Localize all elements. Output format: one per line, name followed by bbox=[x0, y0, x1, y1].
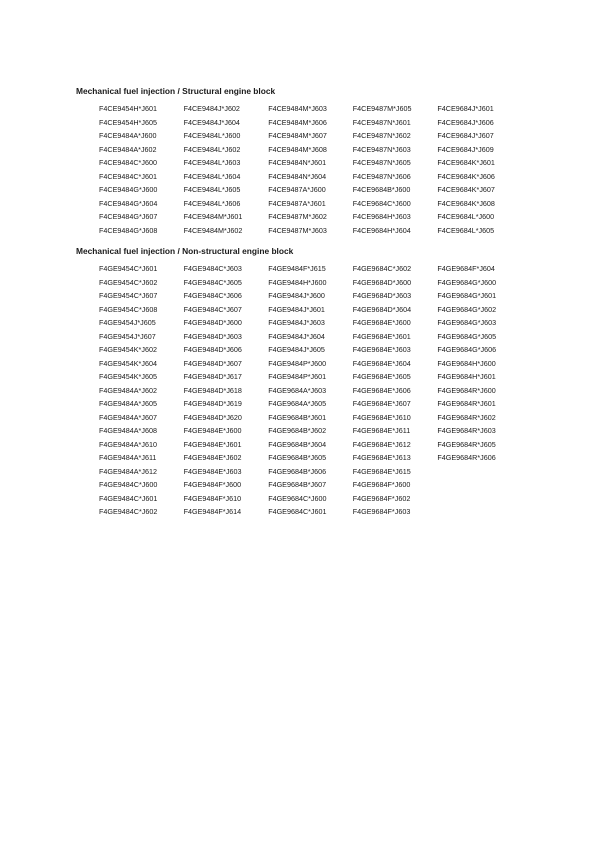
engine-code: F4CE9487N*J602 bbox=[352, 131, 411, 140]
engine-code: F4GE9454C*J607 bbox=[99, 291, 158, 300]
engine-code: F4CE9487M*J602 bbox=[268, 212, 327, 221]
engine-code: F4GE9454K*J605 bbox=[99, 372, 157, 381]
engine-code: F4GE9684E*J603 bbox=[352, 345, 411, 354]
engine-code: F4CE9484N*J601 bbox=[268, 158, 327, 167]
engine-code: F4GE9684E*J607 bbox=[352, 399, 411, 408]
engine-code: F4GE9684R*J601 bbox=[437, 399, 496, 408]
engine-code: F4GE9684G*J600 bbox=[437, 277, 497, 287]
engine-code: F4GE9484A*J612 bbox=[99, 466, 157, 476]
engine-code: F4GE9484A*J607 bbox=[99, 412, 157, 422]
engine-code: F4GE9684B*J604 bbox=[268, 439, 327, 449]
engine-code: F4CE9487N*J601 bbox=[352, 117, 411, 127]
engine-code: F4GE9684G*J602 bbox=[437, 304, 497, 314]
engine-code: F4GE9684G*J601 bbox=[437, 291, 497, 300]
engine-code: F4GE9684D*J603 bbox=[352, 291, 412, 300]
engine-code: F4GE9684B*J606 bbox=[268, 466, 327, 476]
engine-code: F4GE9684D*J604 bbox=[352, 304, 412, 314]
engine-code: F4CE9487N*J603 bbox=[352, 144, 411, 154]
engine-code: F4GE9454C*J601 bbox=[99, 264, 158, 273]
engine-code: F4CE9684C*J600 bbox=[352, 198, 411, 208]
engine-code: F4GE9454K*J604 bbox=[99, 358, 157, 368]
engine-code: F4CE9487N*J605 bbox=[352, 158, 411, 167]
engine-code: F4GE9484D*J600 bbox=[183, 318, 242, 327]
engine-code: F4GE9684R*J602 bbox=[437, 412, 496, 422]
engine-code: F4GE9484C*J606 bbox=[183, 291, 242, 300]
engine-code: F4GE9684A*J605 bbox=[268, 399, 327, 408]
engine-code: F4GE9484A*J605 bbox=[99, 399, 157, 408]
engine-code: F4CE9484G*J607 bbox=[99, 212, 158, 221]
engine-code: F4GE9684B*J602 bbox=[268, 426, 327, 435]
engine-code: F4CE9484G*J600 bbox=[99, 185, 158, 194]
engine-code: F4GE9454C*J602 bbox=[99, 277, 158, 287]
engine-code: F4GE9484E*J603 bbox=[183, 466, 242, 476]
engine-code: F4CE9484G*J604 bbox=[99, 198, 158, 208]
engine-code: F4GE9684E*J615 bbox=[352, 466, 411, 476]
engine-code: F4GE9684E*J601 bbox=[352, 331, 411, 341]
engine-code: F4GE9684B*J605 bbox=[268, 453, 327, 462]
engine-code: F4CE9684B*J600 bbox=[352, 185, 411, 194]
engine-code: F4GE9684G*J603 bbox=[437, 318, 497, 327]
engine-code: F4CE9454H*J601 bbox=[99, 104, 157, 113]
engine-code: F4GE9484C*J602 bbox=[99, 507, 158, 516]
engine-code: F4CE9484L*J603 bbox=[183, 158, 241, 167]
engine-code: F4GE9484H*J600 bbox=[268, 277, 327, 287]
engine-code: F4CE9684L*J605 bbox=[437, 225, 495, 235]
engine-code: F4CE9487A*J600 bbox=[268, 185, 326, 194]
engine-code: F4GE9684E*J600 bbox=[352, 318, 411, 327]
engine-code: F4GE9484F*J615 bbox=[268, 264, 326, 273]
engine-code: F4CE9484M*J606 bbox=[268, 117, 327, 127]
engine-code: F4CE9484L*J604 bbox=[183, 171, 241, 181]
engine-code: F4GE9484C*J607 bbox=[183, 304, 242, 314]
engine-code: F4GE9484J*J605 bbox=[268, 345, 325, 354]
engine-code: F4GE9684C*J602 bbox=[352, 264, 412, 273]
engine-code: F4GE9484J*J603 bbox=[268, 318, 325, 327]
engine-code: F4CE9484M*J608 bbox=[268, 144, 327, 154]
engine-code: F4CE9487M*J603 bbox=[268, 225, 327, 235]
engine-code: F4GE9684C*J601 bbox=[268, 507, 327, 516]
engine-code: F4CE9684K*J608 bbox=[437, 198, 495, 208]
engine-code: F4GE9454J*J605 bbox=[99, 318, 156, 327]
engine-code: F4CE9684K*J606 bbox=[437, 171, 495, 181]
engine-code: F4GE9684H*J600 bbox=[437, 358, 496, 368]
engine-code: F4GE9684G*J605 bbox=[437, 331, 497, 341]
engine-code: F4CE9484J*J604 bbox=[183, 117, 240, 127]
engine-code: F4GE9684R*J603 bbox=[437, 426, 496, 435]
engine-code: F4GE9484J*J604 bbox=[268, 331, 325, 341]
engine-code: F4CE9684J*J606 bbox=[437, 117, 494, 127]
engine-code: F4CE9484C*J601 bbox=[99, 171, 157, 181]
engine-code: F4GE9484A*J611 bbox=[99, 453, 157, 462]
engine-code: F4GE9684G*J606 bbox=[437, 345, 497, 354]
engine-code: F4GE9484F*J614 bbox=[183, 507, 242, 516]
engine-code: F4GE9684A*J603 bbox=[268, 385, 327, 395]
engine-code: F4CE9484N*J604 bbox=[268, 171, 327, 181]
engine-code: F4CE9684J*J609 bbox=[437, 144, 494, 154]
engine-code: F4GE9684F*J603 bbox=[352, 507, 411, 516]
engine-code: F4CE9684H*J603 bbox=[352, 212, 411, 221]
engine-code: F4GE9484P*J600 bbox=[268, 358, 327, 368]
engine-code: F4GE9684E*J612 bbox=[352, 439, 411, 449]
engine-code: F4GE9484E*J602 bbox=[183, 453, 242, 462]
engine-code: F4GE9484D*J603 bbox=[183, 331, 242, 341]
engine-code: F4GE9684B*J601 bbox=[268, 412, 327, 422]
engine-code-list bbox=[99, 262, 556, 519]
engine-code: F4CE9484M*J603 bbox=[268, 104, 327, 113]
section-title: Mechanical fuel injection / Non-structural engine block bbox=[76, 246, 294, 256]
engine-code: F4GE9454K*J602 bbox=[99, 345, 157, 354]
engine-code: F4GE9484P*J601 bbox=[268, 372, 327, 381]
engine-code: F4GE9684E*J611 bbox=[352, 426, 411, 435]
engine-code: F4CE9684L*J600 bbox=[437, 212, 495, 221]
engine-code: F4GE9484C*J605 bbox=[183, 277, 242, 287]
engine-code: F4GE9484A*J608 bbox=[99, 426, 157, 435]
engine-code: F4CE9487M*J605 bbox=[352, 104, 412, 113]
engine-code: F4CE9484L*J600 bbox=[183, 131, 241, 140]
engine-code: F4GE9484A*J610 bbox=[99, 439, 157, 449]
engine-code: F4CE9484A*J602 bbox=[99, 144, 157, 154]
engine-code: F4GE9484J*J601 bbox=[268, 304, 325, 314]
engine-code: F4GE9484C*J603 bbox=[183, 264, 242, 273]
engine-code: F4CE9487A*J601 bbox=[268, 198, 326, 208]
engine-code: F4GE9684R*J600 bbox=[437, 385, 496, 395]
non-structural-engine-block-section bbox=[76, 246, 556, 519]
engine-code: F4CE9484M*J602 bbox=[183, 225, 243, 235]
engine-code: F4GE9684F*J600 bbox=[352, 480, 411, 489]
engine-code: F4CE9684K*J601 bbox=[437, 158, 495, 167]
engine-code: F4GE9484A*J602 bbox=[99, 385, 157, 395]
engine-code: F4GE9484D*J607 bbox=[183, 358, 242, 368]
engine-code: F4GE9684E*J613 bbox=[352, 453, 411, 462]
engine-code: F4CE9484G*J608 bbox=[99, 225, 158, 235]
engine-code: F4CE9484L*J605 bbox=[183, 185, 241, 194]
engine-code: F4CE9484L*J606 bbox=[183, 198, 241, 208]
engine-code: F4GE9454C*J608 bbox=[99, 304, 158, 314]
engine-code: F4GE9684R*J605 bbox=[437, 439, 496, 449]
engine-code: F4CE9484M*J607 bbox=[268, 131, 327, 140]
engine-code: F4CE9484A*J600 bbox=[99, 131, 157, 140]
engine-code: F4GE9484J*J600 bbox=[268, 291, 325, 300]
engine-code: F4CE9484M*J601 bbox=[183, 212, 243, 221]
engine-code: F4GE9684R*J606 bbox=[437, 453, 496, 462]
engine-code: F4GE9684D*J600 bbox=[352, 277, 412, 287]
structural-engine-block-section bbox=[76, 86, 556, 237]
engine-code: F4GE9684C*J600 bbox=[268, 493, 327, 503]
engine-code: F4GE9484F*J610 bbox=[183, 493, 242, 503]
engine-code: F4GE9684E*J606 bbox=[352, 385, 411, 395]
section-title: Mechanical fuel injection / Structural engine block bbox=[76, 86, 276, 96]
engine-code-list bbox=[99, 102, 556, 237]
engine-code: F4CE9684J*J601 bbox=[437, 104, 494, 113]
engine-code: F4CE9454H*J605 bbox=[99, 117, 157, 127]
engine-code: F4GE9484D*J606 bbox=[183, 345, 242, 354]
engine-code: F4GE9484D*J620 bbox=[183, 412, 242, 422]
engine-code: F4GE9684F*J602 bbox=[352, 493, 411, 503]
engine-code: F4GE9684E*J604 bbox=[352, 358, 411, 368]
engine-code: F4GE9684E*J605 bbox=[352, 372, 411, 381]
engine-code: F4GE9484D*J618 bbox=[183, 385, 242, 395]
engine-code: F4CE9684J*J607 bbox=[437, 131, 494, 140]
engine-code: F4CE9484L*J602 bbox=[183, 144, 241, 154]
engine-code: F4GE9484E*J600 bbox=[183, 426, 242, 435]
engine-code: F4GE9684H*J601 bbox=[437, 372, 496, 381]
engine-code: F4GE9684F*J604 bbox=[437, 264, 495, 273]
engine-code: F4GE9484C*J600 bbox=[99, 480, 158, 489]
engine-code: F4GE9484D*J619 bbox=[183, 399, 242, 408]
engine-code: F4GE9484E*J601 bbox=[183, 439, 242, 449]
engine-code: F4CE9484J*J602 bbox=[183, 104, 240, 113]
engine-code: F4CE9684K*J607 bbox=[437, 185, 495, 194]
engine-code: F4GE9484F*J600 bbox=[183, 480, 242, 489]
engine-code: F4GE9684E*J610 bbox=[352, 412, 411, 422]
engine-code: F4GE9484D*J617 bbox=[183, 372, 242, 381]
engine-code: F4CE9684H*J604 bbox=[352, 225, 411, 235]
engine-code: F4CE9484C*J600 bbox=[99, 158, 157, 167]
engine-code: F4GE9454J*J607 bbox=[99, 331, 156, 341]
engine-code: F4CE9487N*J606 bbox=[352, 171, 411, 181]
engine-code: F4GE9684B*J607 bbox=[268, 480, 327, 489]
engine-code: F4GE9484C*J601 bbox=[99, 493, 158, 503]
